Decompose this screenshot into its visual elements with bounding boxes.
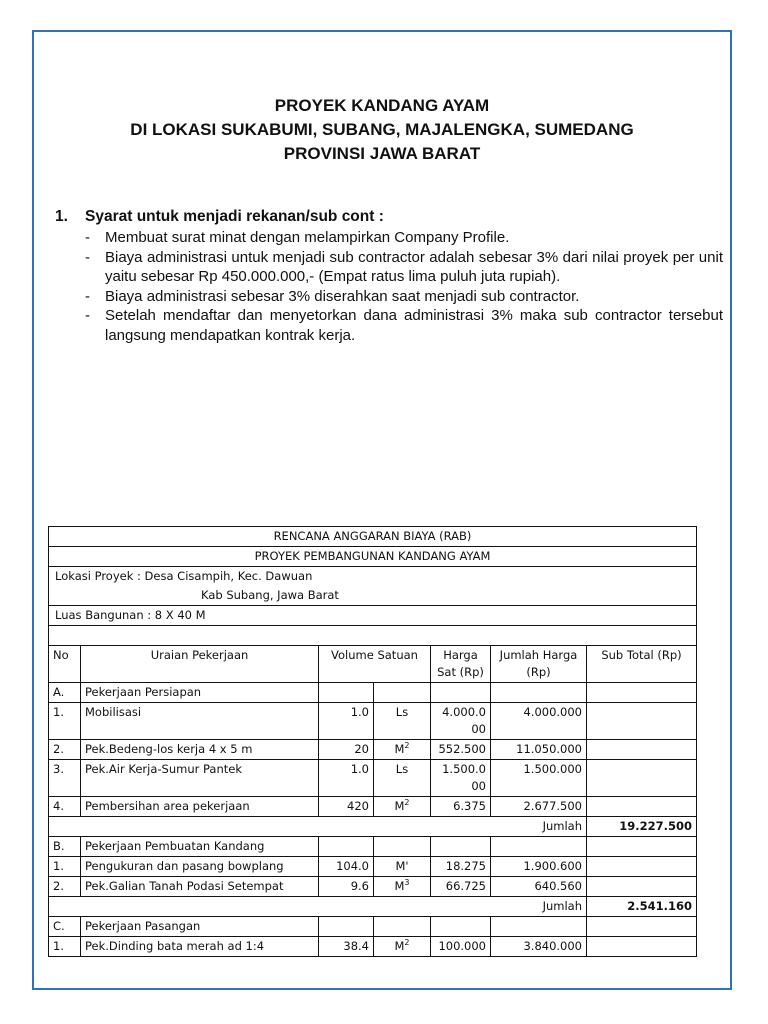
cell-empty (587, 797, 697, 817)
item-desc: Mobilisasi (81, 703, 319, 740)
cell-empty (587, 740, 697, 760)
rab-header-row (49, 646, 697, 683)
item-no: 4. (49, 797, 81, 817)
item-price: 552.500 (431, 740, 491, 760)
item-unit: Ls (374, 703, 431, 740)
item-unit: M' (374, 857, 431, 877)
col-no: No (49, 646, 81, 683)
item-price: 6.375 (431, 797, 491, 817)
project-title: PROYEK KANDANG AYAM (274, 96, 490, 115)
table-row (49, 797, 697, 817)
cell-empty (374, 683, 431, 703)
cell-empty (374, 837, 431, 857)
subtotal-value: 2.541.160 (587, 897, 697, 917)
project-location: DI LOKASI SUKABUMI, SUBANG, MAJALENGKA, SUMEDANG (130, 120, 634, 139)
subtotal-label: Jumlah (49, 817, 587, 837)
item-no: 3. (49, 760, 81, 797)
item-desc: Pengukuran dan pasang bowplang (81, 857, 319, 877)
subtotal-row (49, 817, 697, 837)
item-no: 2. (49, 740, 81, 760)
subtotal-label: Jumlah (49, 897, 587, 917)
item-volume: 1.0 (319, 703, 374, 740)
cell-empty (491, 683, 587, 703)
rab-table (48, 526, 697, 957)
section-code: A. (49, 683, 81, 703)
item-price: 1.500.0 00 (431, 760, 491, 797)
item-volume: 104.0 (319, 857, 374, 877)
item-desc: Pek.Galian Tanah Podasi Setempat (81, 877, 319, 897)
item-total: 3.840.000 (491, 937, 587, 957)
col-harga: Harga Sat (Rp) (431, 646, 491, 683)
item-no: 1. (49, 857, 81, 877)
subtotal-value: 19.227.500 (587, 817, 697, 837)
item-no: 2. (49, 877, 81, 897)
rab-area: Luas Bangunan : 8 X 40 M (49, 606, 697, 626)
rab-location-1: Lokasi Proyek : Desa Cisampih, Kec. Dawuan (49, 567, 697, 587)
table-row (49, 740, 697, 760)
cell-empty (491, 837, 587, 857)
table-row (49, 760, 697, 797)
item-volume: 9.6 (319, 877, 374, 897)
item-price: 18.275 (431, 857, 491, 877)
item-unit: $M^2$ (374, 797, 431, 817)
project-province: PROVINSI JAWA BARAT (283, 144, 481, 163)
item-price: 4.000.0 00 (431, 703, 491, 740)
cell-empty (319, 683, 374, 703)
section-code: B. (49, 837, 81, 857)
cell-empty (587, 837, 697, 857)
cell-empty (491, 917, 587, 937)
table-row (49, 857, 697, 877)
item-unit: $M^2$ (374, 740, 431, 760)
table-row (49, 703, 697, 740)
item-price: 66.725 (431, 877, 491, 897)
requirements-heading-text: Syarat untuk menjadi rekanan/sub cont : (85, 208, 384, 225)
requirement-item: - Setelah mendaftar dan menyetorkan dana administrasi 3% maka sub contractor tersebut langsung mendapatkan kontrak kerja. (85, 307, 723, 344)
requirement-item: - Biaya administrasi sebesar 3% diserahkan saat menjadi sub contractor. (85, 287, 580, 305)
item-total: 2.677.500 (491, 797, 587, 817)
item-total: 640.560 (491, 877, 587, 897)
cell-empty (587, 937, 697, 957)
cell-empty (587, 760, 697, 797)
item-desc: Pek.Air Kerja-Sumur Pantek (81, 760, 319, 797)
requirement-item: - Biaya administrasi untuk menjadi sub contractor adalah sebesar 3% dari nilai proyek per unit yaitu sebesar Rp 450.000.000,- (Empat ratus lima puluh juta rupiah). (85, 248, 723, 285)
cell-empty (587, 683, 697, 703)
section-name: Pekerjaan Pembuatan Kandang (81, 837, 319, 857)
cell-empty (431, 837, 491, 857)
cell-empty (587, 877, 697, 897)
item-total: 1.900.600 (491, 857, 587, 877)
item-volume: 38.4 (319, 937, 374, 957)
col-uraian: Uraian Pekerjaan (81, 646, 319, 683)
cell-empty (319, 837, 374, 857)
table-row (49, 937, 697, 957)
section-row (49, 917, 697, 937)
subtotal-row (49, 897, 697, 917)
cell-empty (587, 917, 697, 937)
item-desc: Pek.Bedeng-los kerja 4 x 5 m (81, 740, 319, 760)
requirements-list (85, 228, 723, 345)
item-price: 100.000 (431, 937, 491, 957)
item-unit: $M^2$ (374, 937, 431, 957)
item-total: 1.500.000 (491, 760, 587, 797)
item-desc: Pembersihan area pekerjaan (81, 797, 319, 817)
item-volume: 420 (319, 797, 374, 817)
col-volume: Volume Satuan (319, 646, 431, 683)
section-row (49, 683, 697, 703)
section-code: C. (49, 917, 81, 937)
section-name: Pekerjaan Persiapan (81, 683, 319, 703)
item-total: 4.000.000 (491, 703, 587, 740)
cell-empty (431, 917, 491, 937)
cell-empty (319, 917, 374, 937)
item-desc: Pek.Dinding bata merah ad 1:4 (81, 937, 319, 957)
item-no: 1. (49, 937, 81, 957)
section-name: Pekerjaan Pasangan (81, 917, 319, 937)
rab-subtitle: PROYEK PEMBANGUNAN KANDANG AYAM (49, 547, 697, 567)
item-volume: 20 (319, 740, 374, 760)
cell-empty (374, 917, 431, 937)
section-row (49, 837, 697, 857)
rab-spacer (49, 626, 697, 646)
cell-empty (587, 703, 697, 740)
rab-title: RENCANA ANGGARAN BIAYA (RAB) (49, 527, 697, 547)
rab-body (49, 683, 697, 957)
item-unit: Ls (374, 760, 431, 797)
requirements-number: 1. (55, 208, 68, 225)
col-subtotal: Sub Total (Rp) (587, 646, 697, 683)
cell-empty (587, 857, 697, 877)
requirement-item: - Membuat surat minat dengan melampirkan Company Profile. (85, 229, 510, 246)
rab-location-2: Kab Subang, Jawa Barat (49, 586, 697, 606)
requirements-heading (55, 208, 384, 226)
cell-empty (431, 683, 491, 703)
item-volume: 1.0 (319, 760, 374, 797)
item-no: 1. (49, 703, 81, 740)
item-total: 11.050.000 (491, 740, 587, 760)
item-unit: $M^3$ (374, 877, 431, 897)
table-row (49, 877, 697, 897)
col-jumlah: Jumlah Harga (Rp) (491, 646, 587, 683)
